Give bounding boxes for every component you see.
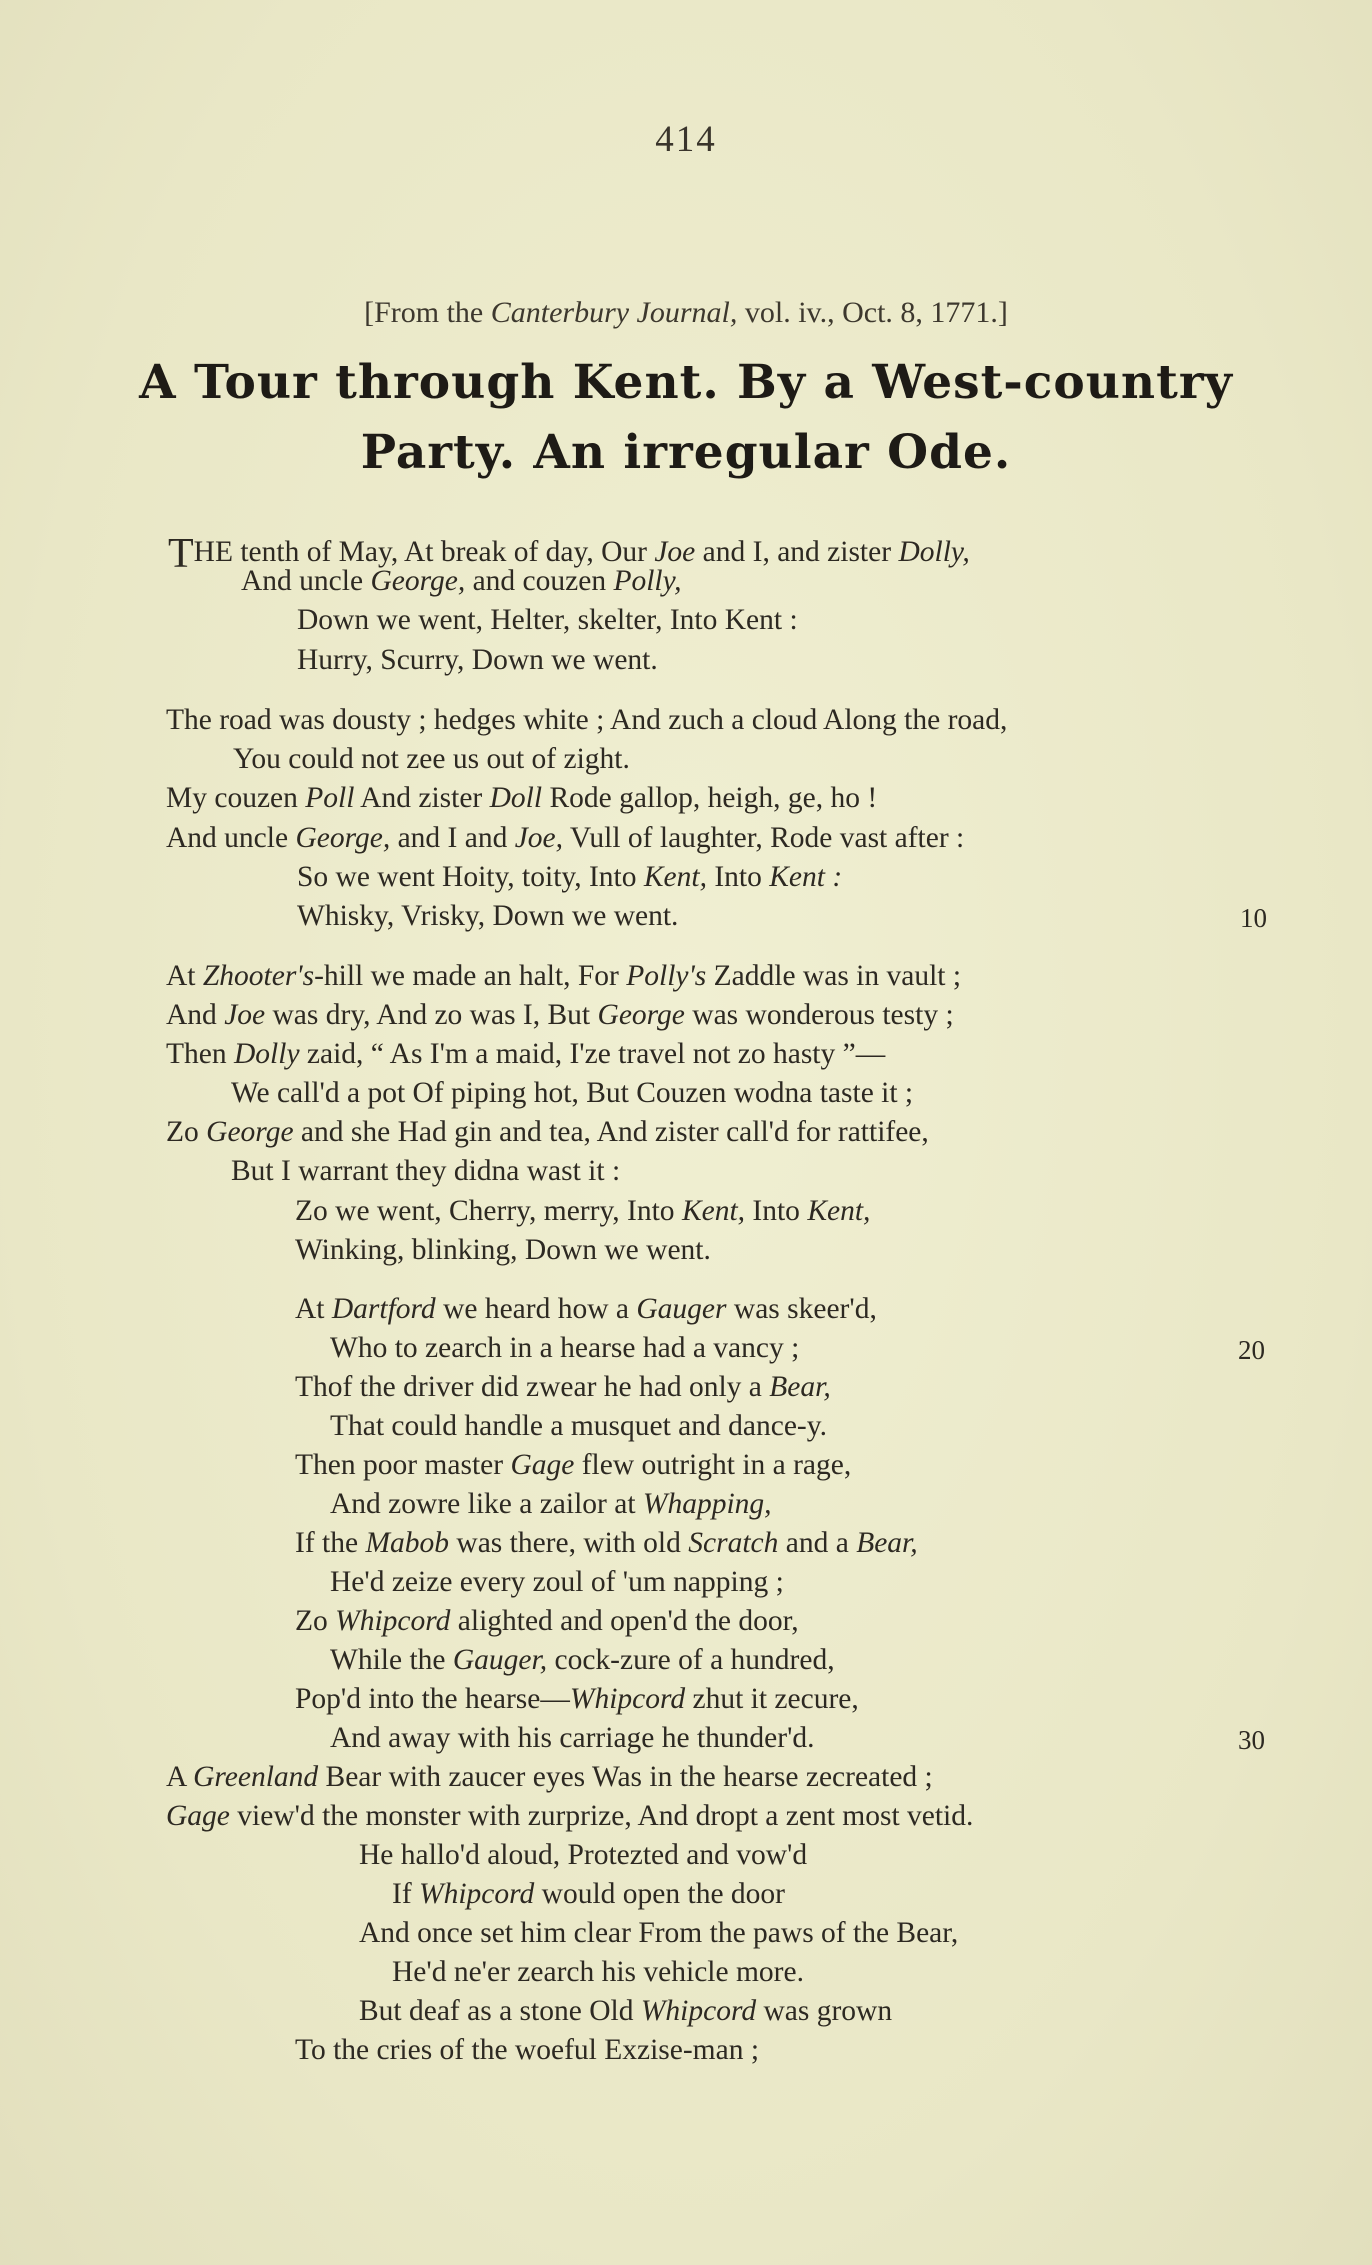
poem-line-19: At Dartford we heard how a Gauger was skeer'd,: [295, 1293, 877, 1325]
poem-line-25: If the Mabob was there, with old Scratch and a Bear,: [295, 1527, 918, 1559]
poem-line-26: He'd zeize every zoul of 'um napping ;: [330, 1566, 784, 1598]
poem-line-17: Zo we went, Cherry, merry, Into Kent, Into Kent,: [295, 1195, 871, 1227]
source-citation: [0, 296, 1372, 330]
source-suffix: vol. iv., Oct. 8, 1771.]: [737, 296, 1008, 329]
source-prefix: [From the: [364, 296, 491, 329]
poem-line-13: Then Dolly zaid, “ As I'm a maid, I'ze travel not zo hasty ”—: [166, 1038, 886, 1070]
poem-line-9: So we went Hoity, toity, Into Kent, Into Kent :: [297, 861, 843, 893]
poem-line-6: You could not zee us out of zight.: [233, 743, 630, 775]
poem-line-21: Thof the driver did zwear he had only a Bear,: [295, 1371, 831, 1403]
poem-line-35: And once set him clear From the paws of the Bear,: [359, 1917, 959, 1949]
title-line-1: A Tour through Kent. By a West-country: [139, 355, 1233, 410]
poem-line-10: Whisky, Vrisky, Down we went.: [297, 900, 679, 932]
source-journal: Canterbury Journal,: [490, 296, 738, 329]
poem-line-23: Then poor master Gage flew outright in a rage,: [295, 1449, 852, 1481]
poem-line-30: And away with his carriage he thunder'd.: [330, 1722, 815, 1754]
poem-line-18: Winking, blinking, Down we went.: [295, 1234, 711, 1266]
poem-line-2: And uncle George, and couzen Polly,: [241, 565, 682, 597]
poem-line-16: But I warrant they didna wast it :: [231, 1155, 621, 1187]
poem-line-5: The road was dousty ; hedges white ; And zuch a cloud Along the road,: [166, 704, 1008, 736]
poem-line-27: Zo Whipcord alighted and open'd the door,: [295, 1605, 799, 1637]
poem-line-8: And uncle George, and I and Joe, Vull of laughter, Rode vast after :: [166, 822, 965, 854]
poem-line-4: Hurry, Scurry, Down we went.: [297, 644, 658, 676]
poem-line-28: While the Gauger, cock-zure of a hundred,: [330, 1644, 835, 1676]
poem-line-15: Zo George and she Had gin and tea, And zister call'd for rattifee,: [166, 1116, 929, 1148]
poem-line-36: He'd ne'er zearch his vehicle more.: [392, 1956, 804, 1988]
poem-line-11: At Zhooter's-hill we made an halt, For Polly's Zaddle was in vault ;: [166, 960, 962, 992]
poem-line-7: My couzen Poll And zister Doll Rode gallop, heigh, ge, ho !: [166, 782, 878, 814]
poem-line-12: And Joe was dry, And zo was I, But George was wonderous testy ;: [166, 999, 954, 1031]
poem-line-32: Gage view'd the monster with zurprize, And dropt a zent most vetid.: [166, 1800, 974, 1832]
line-number-30: 30: [1238, 1725, 1265, 1755]
poem-line-33: He hallo'd aloud, Protezted and vow'd: [359, 1839, 808, 1871]
poem-line-14: We call'd a pot Of piping hot, But Couzen wodna taste it ;: [231, 1077, 914, 1109]
poem-line-22: That could handle a musquet and dance-y.: [330, 1410, 827, 1442]
poem-line-24: And zowre like a zailor at Whapping,: [330, 1488, 772, 1520]
poem-line-31: A Greenland Bear with zaucer eyes Was in the hearse zecreated ;: [166, 1761, 933, 1793]
poem-line-37: But deaf as a stone Old Whipcord was grown: [359, 1995, 893, 2027]
poem-line-3: Down we went, Helter, skelter, Into Kent :: [297, 604, 798, 636]
poem-line-20: Who to zearch in a hearse had a vancy ;: [330, 1332, 800, 1364]
line-number-20: 20: [1238, 1335, 1265, 1365]
line-number-10: 10: [1240, 903, 1267, 933]
title-line-2: Party. An irregular Ode.: [360, 425, 1012, 480]
poem-line-34: If Whipcord would open the door: [392, 1878, 785, 1910]
page-number: 414: [655, 119, 717, 160]
poem-line-38: To the cries of the woeful Exzise-man ;: [295, 2034, 760, 2066]
poem-line-29: Pop'd into the hearse—Whipcord zhut it zecure,: [295, 1683, 859, 1715]
drop-cap: T: [168, 531, 194, 577]
poem-line-1: THE tenth of May, At break of day, Our Joe and I, and zister Dolly,: [168, 531, 970, 577]
